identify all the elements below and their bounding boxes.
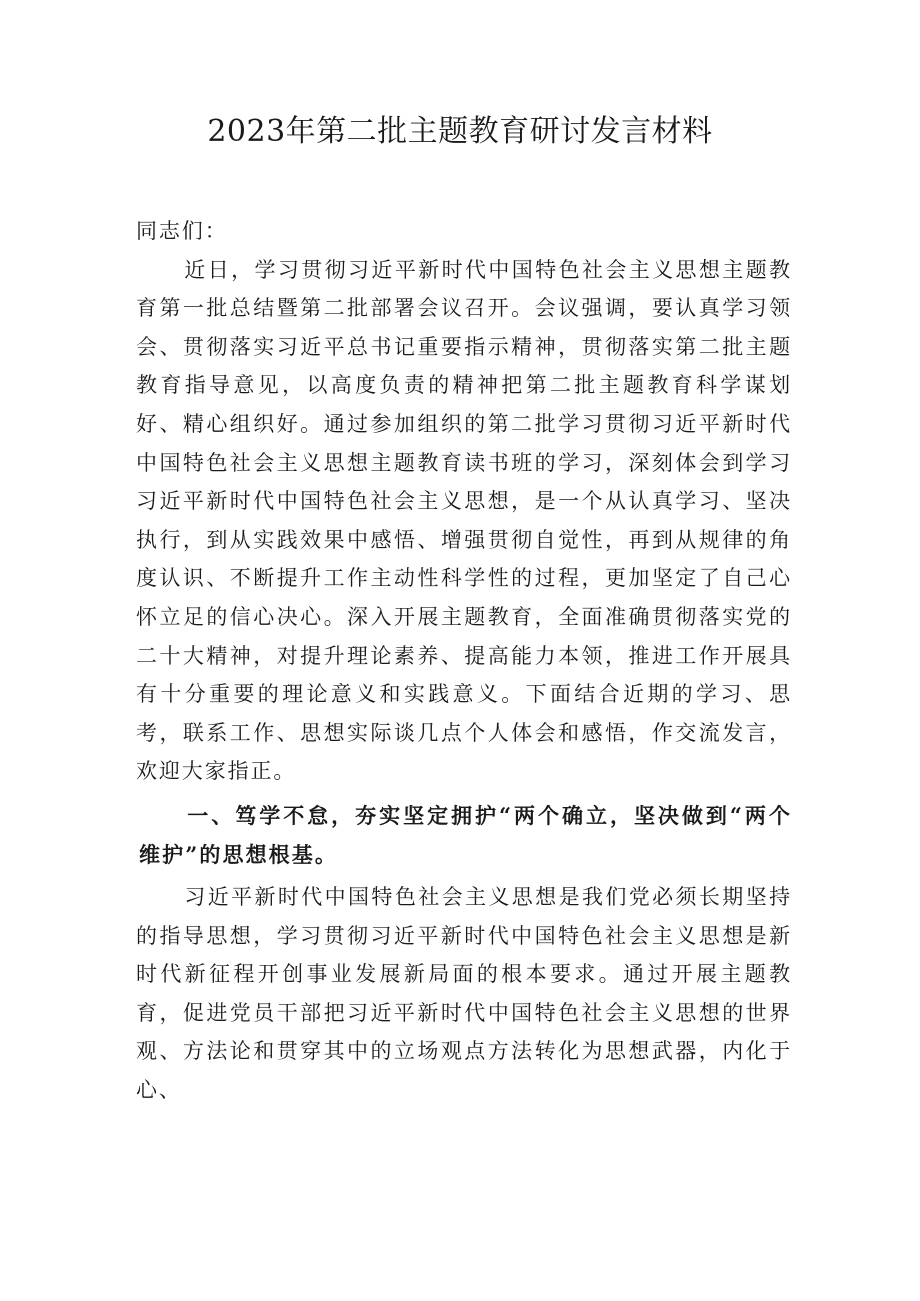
- document-title: 2023年第二批主题教育研讨发言材料: [207, 114, 713, 149]
- document-body: [136, 212, 792, 1110]
- salutation: 同志们：: [136, 219, 228, 243]
- intro-paragraph: 近日，学习贯彻习近平新时代中国特色社会主义思想主题教育第一批总结暨第二批部署会议召开。会议强调，要认真学习领会、贯彻落实习近平总书记重要指示精神，贯彻落实第二批主题教育指导意见，以高度负责的精神把第二批主题教育科学谋划好、精心组织好。通过参加组织的第二批学习贯彻习近平新时代中国特色社会主义思想主题教育读书班的学习，深刻体会到学习习近平新时代中国特色社会主义思想，是一个从认真学习、坚决执行，到从实践效果中感悟、增强贯彻自觉性，再到从规律的角度认识、不断提升工作主动性科学性的过程，更加坚定了自己心怀立足的信心决心。深入开展主题教育，全面准确贯彻落实党的二十大精神，对提升理论素养、提高能力本领，推进工作开展具有十分重要的理论意义和实践意义。下面结合近期的学习、思考，联系工作、思想实际谈几点个人体会和感悟，作交流发言，欢迎大家指正。: [136, 257, 792, 784]
- section-paragraph: 习近平新时代中国特色社会主义思想是我们党必须长期坚持的指导思想，学习贯彻习近平新时代中国特色社会主义思想是新时代新征程开创事业发展新局面的根本要求。通过开展主题教育，促进党员干部把习近平新时代中国特色社会主义思想的世界观、方法论和贯穿其中的立场观点方法转化为思想武器，内化于心、: [136, 885, 792, 1103]
- section-heading: 一、笃学不怠，夯实坚定拥护“两个确立，坚决做到“两个维护”的思想根基。: [139, 802, 792, 867]
